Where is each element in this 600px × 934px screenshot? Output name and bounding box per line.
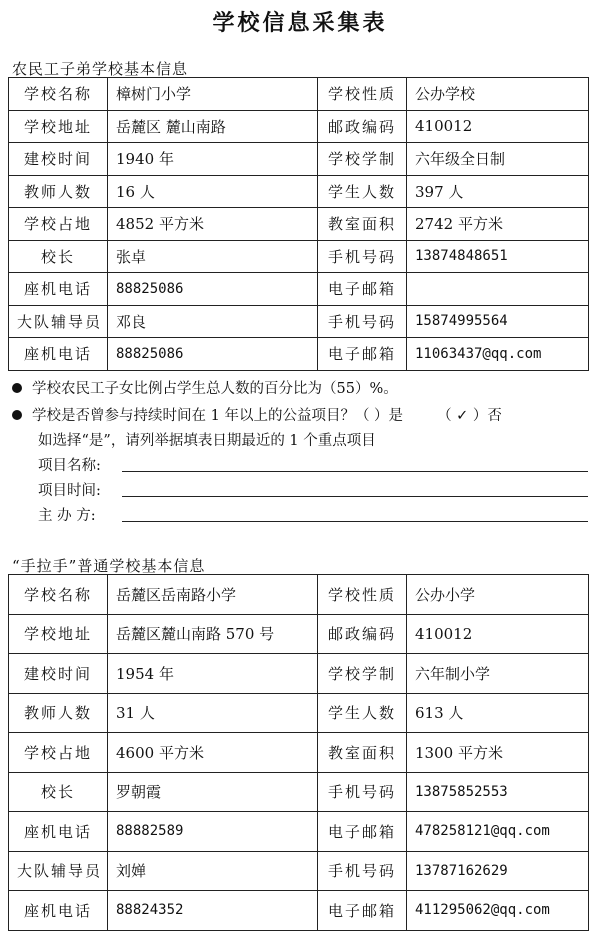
table-row <box>9 338 589 371</box>
field-value-cell: 88824352 <box>108 891 318 931</box>
field-label-cell: 学校名称 <box>9 78 108 111</box>
table-row <box>9 812 589 852</box>
table-row <box>9 110 589 143</box>
checked-no-option[interactable]: （ ✓ ）否 <box>437 408 502 424</box>
field-label-cell: 学校性质 <box>318 575 407 615</box>
field-value-cell: 1954 年 <box>108 654 318 694</box>
table-row <box>9 654 589 694</box>
field-value-cell: 1300 平方米 <box>407 733 589 773</box>
field-value-cell: 六年制小学 <box>407 654 589 694</box>
field-value-cell: 张卓 <box>108 240 318 273</box>
field-label-cell: 学校学制 <box>318 143 407 176</box>
section-title-migrant-school: 农民工子弟学校基本信息 <box>12 60 189 78</box>
field-label: 项目名称: <box>38 458 101 474</box>
project-name-field[interactable] <box>38 454 101 475</box>
table-row <box>9 273 589 306</box>
page-title: 学校信息采集表 <box>212 10 388 36</box>
field-value-cell: 88882589 <box>108 812 318 852</box>
field-label-cell: 校长 <box>9 772 108 812</box>
project-time-field[interactable] <box>38 479 101 500</box>
blank-line[interactable] <box>122 496 588 497</box>
field-label-cell: 建校时间 <box>9 654 108 694</box>
field-label-cell: 学校名称 <box>9 575 108 615</box>
bullet-icon <box>12 410 22 420</box>
field-value-cell <box>407 273 589 306</box>
field-value-cell: 岳麓区麓山南路 570 号 <box>108 614 318 654</box>
field-label-cell: 座机电话 <box>9 891 108 931</box>
field-value-cell: 岳麓区岳南路小学 <box>108 575 318 615</box>
field-label-cell: 教师人数 <box>9 693 108 733</box>
field-label-cell: 学校占地 <box>9 208 108 241</box>
field-label-cell: 座机电话 <box>9 273 108 306</box>
field-value-cell: 13874848651 <box>407 240 589 273</box>
table-row <box>9 305 589 338</box>
field-label-cell: 学校地址 <box>9 614 108 654</box>
field-label-cell: 电子邮箱 <box>318 273 407 306</box>
question-text: 学校农民工子女比例占学生总人数的百分比为（55）%。 <box>32 381 398 397</box>
table-row <box>9 78 589 111</box>
field-label-cell: 电子邮箱 <box>318 891 407 931</box>
field-value-cell: 4600 平方米 <box>108 733 318 773</box>
field-label-cell: 大队辅导员 <box>9 851 108 891</box>
field-label-cell: 手机号码 <box>318 772 407 812</box>
section-title-partner-school: “手拉手”普通学校基本信息 <box>12 557 206 575</box>
partner-school-info-table <box>8 574 589 931</box>
field-value-cell: 410012 <box>407 110 589 143</box>
field-value-cell: 15874995564 <box>407 305 589 338</box>
table-row <box>9 851 589 891</box>
bullet-icon <box>12 383 22 393</box>
field-label: 项目时间: <box>38 483 101 499</box>
field-value-cell: 478258121@qq.com <box>407 812 589 852</box>
field-value-cell: 4852 平方米 <box>108 208 318 241</box>
table-row <box>9 772 589 812</box>
field-label-cell: 教师人数 <box>9 175 108 208</box>
blank-line[interactable] <box>122 471 588 472</box>
field-label-cell: 座机电话 <box>9 338 108 371</box>
field-label-cell: 电子邮箱 <box>318 812 407 852</box>
field-value-cell: 16 人 <box>108 175 318 208</box>
field-label: 主 办 方: <box>38 508 96 524</box>
field-label-cell: 学校地址 <box>9 110 108 143</box>
blank-line[interactable] <box>122 521 588 522</box>
organizer-field[interactable] <box>38 504 96 525</box>
field-value-cell: 13787162629 <box>407 851 589 891</box>
table-row <box>9 143 589 176</box>
field-label-cell: 手机号码 <box>318 851 407 891</box>
table-row <box>9 693 589 733</box>
field-label-cell: 手机号码 <box>318 240 407 273</box>
field-label-cell: 邮政编码 <box>318 110 407 143</box>
field-value-cell: 罗朝霞 <box>108 772 318 812</box>
field-value-cell: 88825086 <box>108 273 318 306</box>
field-value-cell: 公办学校 <box>407 78 589 111</box>
field-label-cell: 邮政编码 <box>318 614 407 654</box>
field-label-cell: 学校占地 <box>9 733 108 773</box>
field-label-cell: 大队辅导员 <box>9 305 108 338</box>
table-row <box>9 175 589 208</box>
field-value-cell: 1940 年 <box>108 143 318 176</box>
field-label-cell: 座机电话 <box>9 812 108 852</box>
question-public-welfare <box>12 404 502 425</box>
field-value-cell: 88825086 <box>108 338 318 371</box>
table-row <box>9 614 589 654</box>
field-label-cell: 建校时间 <box>9 143 108 176</box>
field-label-cell: 教室面积 <box>318 733 407 773</box>
table-row <box>9 733 589 773</box>
question-text: 学校是否曾参与持续时间在 1 年以上的公益项目？（ ）是 <box>32 408 404 424</box>
field-value-cell: 411295062@qq.com <box>407 891 589 931</box>
field-value-cell: 31 人 <box>108 693 318 733</box>
field-value-cell: 397 人 <box>407 175 589 208</box>
field-label-cell: 学生人数 <box>318 693 407 733</box>
field-value-cell: 410012 <box>407 614 589 654</box>
field-value-cell: 岳麓区 麓山南路 <box>108 110 318 143</box>
field-value-cell: 613 人 <box>407 693 589 733</box>
table-row <box>9 891 589 931</box>
table-row <box>9 575 589 615</box>
field-value-cell: 13875852553 <box>407 772 589 812</box>
question-migrant-ratio <box>12 377 398 398</box>
field-value-cell: 邓良 <box>108 305 318 338</box>
field-value-cell: 刘婵 <box>108 851 318 891</box>
field-value-cell: 11063437@qq.com <box>407 338 589 371</box>
table-row <box>9 240 589 273</box>
field-value-cell: 六年级全日制 <box>407 143 589 176</box>
field-value-cell: 樟树门小学 <box>108 78 318 111</box>
table-row <box>9 208 589 241</box>
migrant-school-info-table <box>8 77 589 371</box>
field-label-cell: 电子邮箱 <box>318 338 407 371</box>
field-label-cell: 校长 <box>9 240 108 273</box>
field-value-cell: 2742 平方米 <box>407 208 589 241</box>
field-label-cell: 手机号码 <box>318 305 407 338</box>
field-label-cell: 学生人数 <box>318 175 407 208</box>
field-label-cell: 学校学制 <box>318 654 407 694</box>
field-value-cell: 公办小学 <box>407 575 589 615</box>
field-label-cell: 教室面积 <box>318 208 407 241</box>
field-label-cell: 学校性质 <box>318 78 407 111</box>
question-note: 如选择“是”，请列举据填表日期最近的 1 个重点项目 <box>38 433 376 449</box>
